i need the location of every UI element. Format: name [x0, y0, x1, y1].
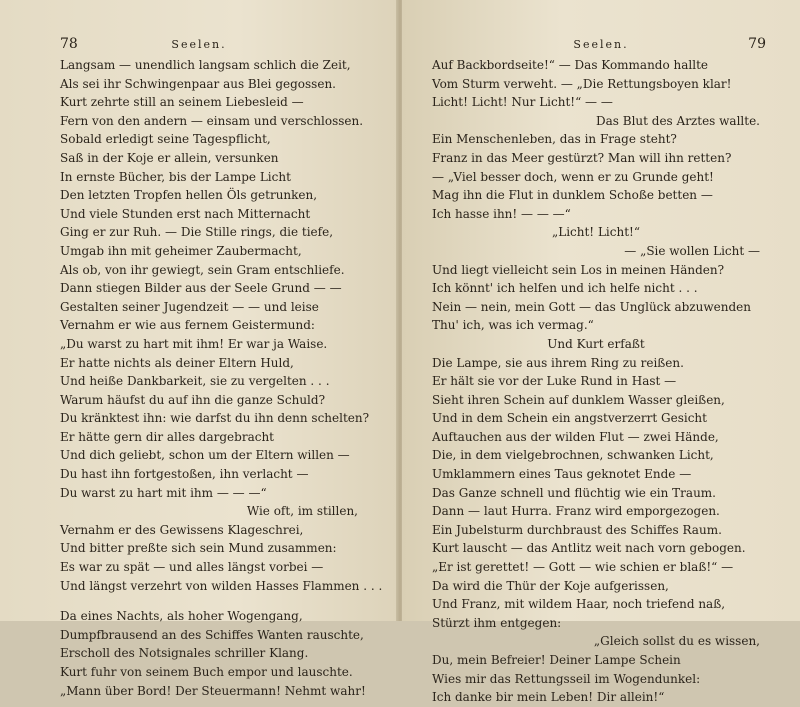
verse-line: Er hält sie vor der Luke Rund in Hast — [432, 374, 677, 389]
right-page [402, 0, 800, 705]
verse-line: Ich hasse ihn! — — —“ [432, 206, 571, 221]
verse-line: „Gleich sollst du es wissen, [593, 634, 760, 649]
left-poem-text [60, 56, 383, 700]
verse-line: Gestalten seiner Jugendzeit — — und leise [60, 299, 319, 314]
verse-line: Du, mein Befreier! Deiner Lampe Schein [432, 653, 681, 667]
verse-line: Umklammern eines Taus geknotet Ende — [432, 467, 692, 482]
verse-line: Stürzt ihm entgegen: [432, 615, 562, 630]
verse-line: Die, in dem vielgebrochnen, schwanken Licht, [432, 448, 714, 463]
right-page-header [402, 36, 800, 56]
verse-line: Er hatte nichts als deiner Eltern Huld, [60, 355, 294, 370]
verse-line: Vernahm er des Gewissens Klageschrei, [60, 522, 304, 537]
verse-line: Dann — laut Hurra. Franz wird emporgezogen. [432, 504, 720, 519]
left-page-header [0, 36, 398, 56]
verse-line: Es war zu spät — und alles längst vorbei — [60, 560, 324, 575]
verse-line: Das Blut des Arztes wallte. [596, 113, 760, 128]
verse-line: Saß in der Koje er allein, versunken [60, 150, 279, 165]
left-page [0, 0, 398, 698]
verse-line: Ich danke bir mein Leben! Dir allein!“ [432, 690, 665, 705]
verse-line: Kurt fuhr von seinem Buch empor und lauschte. [60, 665, 353, 679]
verse-line: Du kränktest ihn: wie darfst du ihn denn schelten? [60, 411, 370, 426]
verse-line: In ernste Bücher, bis der Lampe Licht [60, 169, 291, 184]
verse-line: Licht! Licht! Nur Licht!“ — — [432, 95, 613, 110]
verse-line: Sobald erledigt seine Tagespflicht, [60, 132, 271, 147]
verse-line: Und bitter preßte sich sein Mund zusammen: [60, 541, 337, 556]
verse-line: Den letzten Tropfen hellen Öls getrunken, [60, 188, 318, 203]
verse-line: Ging er zur Ruh. — Die Stille rings, die tiefe, [60, 225, 334, 240]
verse-line: Und in dem Schein ein angstverzerrt Gesicht [432, 411, 707, 426]
verse-line: Erscholl des Notsignales schriller Klang. [60, 646, 309, 661]
verse-line: Sieht ihren Schein auf dunklem Wasser gleißen, [432, 392, 725, 407]
verse-line: Und längst verzehrt von wilden Hasses Flammen . . . [60, 578, 383, 593]
verse-line: Als ob, von ihr gewiegt, sein Gram entschliefe. [60, 262, 345, 277]
verse-line: Die Lampe, sie aus ihrem Ring zu reißen. [432, 355, 684, 370]
verse-line: Vernahm er wie aus fernem Geistermund: [60, 318, 315, 333]
verse-line: Als sei ihr Schwingenpaar aus Blei gegossen. [60, 76, 336, 91]
verse-line: „Mann über Bord! Der Steuermann! Nehmt wahr! [60, 683, 366, 698]
verse-line: Dumpfbrausend an des Schiffes Wanten rauschte, [60, 627, 364, 642]
verse-line: Dann stiegen Bilder aus der Seele Grund — — [60, 281, 342, 296]
verse-line: „Licht! Licht!“ [552, 225, 640, 240]
verse-line: Ein Jubelsturm durchbraust des Schiffes Raum. [432, 522, 722, 537]
verse-line: Ein Menschenleben, das in Frage steht? [432, 132, 677, 147]
verse-line: „Er ist gerettet! — Gott — wie schien er blaß!“ — [432, 560, 734, 575]
left-running-head: Seelen. [171, 38, 227, 51]
verse-line: Kurt lauscht — das Antlitz weit nach vorn gebogen. [432, 541, 746, 556]
right-page-number: 79 [748, 36, 766, 52]
verse-line: Mag ihn die Flut in dunklem Schoße betten — [432, 188, 713, 203]
verse-line: Er hätte gern dir alles dargebracht [60, 429, 274, 444]
verse-line: Fern von den andern — einsam und verschlossen. [60, 113, 364, 128]
verse-line: Und viele Stunden erst nach Mitternacht [60, 206, 311, 221]
verse-line: Und dich geliebt, schon um der Eltern willen — [60, 448, 350, 463]
verse-line: Da wird die Thür der Koje aufgerissen, [432, 578, 669, 593]
verse-line: Ich könnt' ich helfen und ich helfe nicht . . . [432, 281, 698, 296]
verse-line: Nein — nein, mein Gott — das Unglück abzuwenden [432, 299, 751, 314]
left-page-number: 78 [60, 36, 78, 52]
verse-line: Auftauchen aus der wilden Flut — zwei Hände, [432, 429, 719, 444]
verse-line: — „Viel besser doch, wenn er zu Grunde geht! [432, 169, 714, 184]
verse-line: Und heiße Dankbarkeit, sie zu vergelten . . . [60, 374, 330, 389]
verse-line: Warum häufst du auf ihn die ganze Schuld? [60, 392, 326, 407]
verse-line: Wies mir das Rettungsseil im Wogendunkel: [432, 671, 701, 686]
verse-line: Franz in das Meer gestürzt? Man will ihn retten? [432, 150, 732, 165]
verse-line: Und Kurt erfaßt [547, 336, 645, 351]
verse-line: Thu' ich, was ich vermag.“ [432, 318, 594, 333]
verse-line: Umgab ihn mit geheimer Zaubermacht, [60, 243, 302, 258]
right-poem-text [432, 56, 760, 707]
verse-line: Du hast ihn fortgestoßen, ihn verlacht — [60, 467, 309, 482]
verse-line: Da eines Nachts, als hoher Wogengang, [60, 609, 303, 624]
verse-line: Kurt zehrte still an seinem Liebesleid — [60, 95, 304, 110]
verse-line: Und liegt vielleicht sein Los in meinen Händen? [432, 262, 725, 277]
right-running-head: Seelen. [573, 38, 629, 51]
verse-line: Und Franz, mit wildem Haar, noch triefend naß, [432, 597, 726, 612]
stanza-break [60, 595, 358, 607]
verse-line: Du warst zu hart mit ihm — — —“ [60, 485, 267, 500]
verse-line: Vom Sturm verweht. — „Die Rettungsboyen klar! [432, 76, 732, 91]
verse-line: Auf Backbordseite!“ — Das Kommando hallte [432, 58, 709, 72]
verse-line: — „Sie wollen Licht — [624, 243, 760, 258]
verse-line: Langsam — unendlich langsam schlich die Zeit, [60, 58, 351, 72]
verse-line: Das Ganze schnell und flüchtig wie ein Traum. [432, 485, 716, 500]
verse-line: „Du warst zu hart mit ihm! Er war ja Waise. [60, 336, 328, 351]
verse-line: Wie oft, im stillen, [246, 504, 358, 519]
